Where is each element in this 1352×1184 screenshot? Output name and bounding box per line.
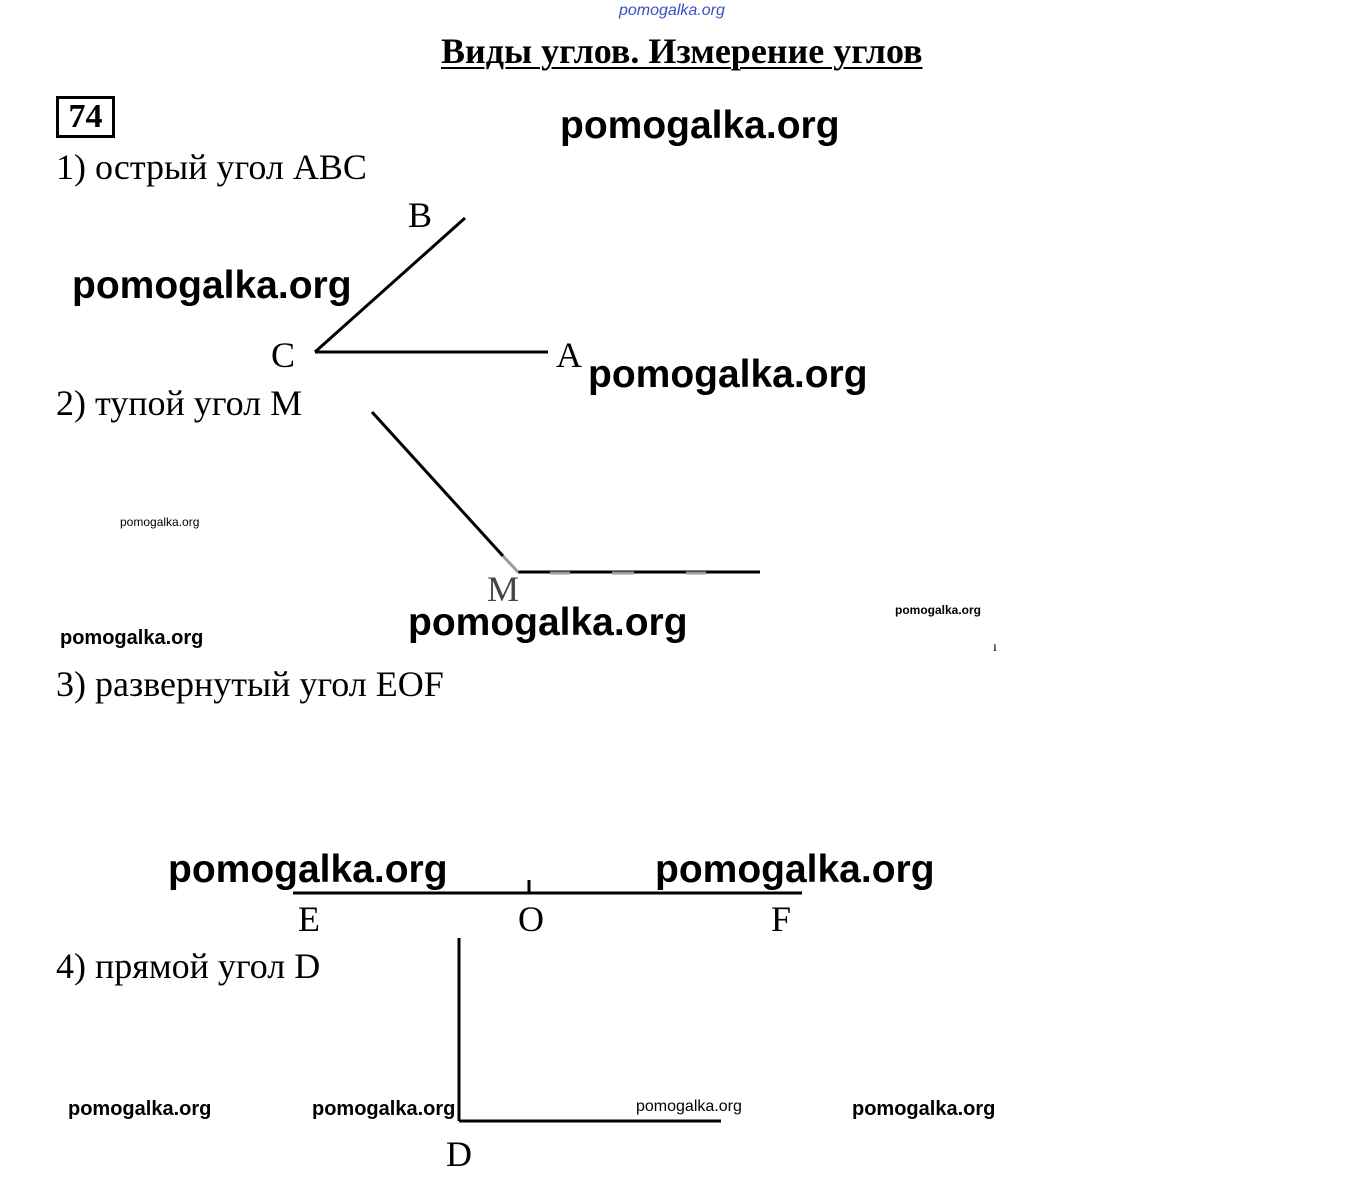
point-b-label: B [408, 195, 433, 235]
point-f-label: F [771, 899, 792, 939]
task-2-label: 2) тупой угол M [56, 383, 303, 423]
watermark-2: pomogalka.org [72, 264, 352, 307]
point-e-label: E [298, 899, 320, 939]
watermark-9: pomogalka.org [655, 848, 935, 891]
watermark-12: pomogalka.org [636, 1098, 742, 1115]
watermark-5: pomogalka.org [408, 601, 688, 644]
watermark-6: pomogalka.org [60, 627, 204, 649]
watermark-8: pomogalka.org [168, 848, 448, 891]
watermark-1: pomogalka.org [560, 104, 840, 147]
watermark-3: pomogalka.org [588, 353, 868, 396]
watermark-13: pomogalka.org [852, 1098, 996, 1120]
watermark-4: pomogalka.org [120, 515, 200, 529]
point-a-label: A [556, 335, 582, 375]
watermark-11: pomogalka.org [312, 1098, 456, 1120]
point-m-label: M [487, 569, 520, 609]
ray-m-upper [372, 412, 503, 556]
stray-mark: ı [993, 640, 997, 655]
watermark-7: pomogalka.org [895, 603, 982, 617]
site-watermark-top[interactable]: pomogalka.org [619, 2, 725, 19]
point-o-label: O [518, 899, 544, 939]
exercise-number: 74 [56, 96, 115, 138]
task-3-label: 3) развернутый угол EOF [56, 664, 444, 704]
point-c-label: C [271, 335, 296, 375]
page-title: Виды углов. Измерение углов [441, 31, 923, 71]
point-d-label: D [446, 1134, 472, 1174]
task-4-label: 4) прямой угол D [56, 946, 321, 986]
task-1-label: 1) острый угол ABC [56, 147, 367, 187]
watermark-10: pomogalka.org [68, 1098, 212, 1120]
